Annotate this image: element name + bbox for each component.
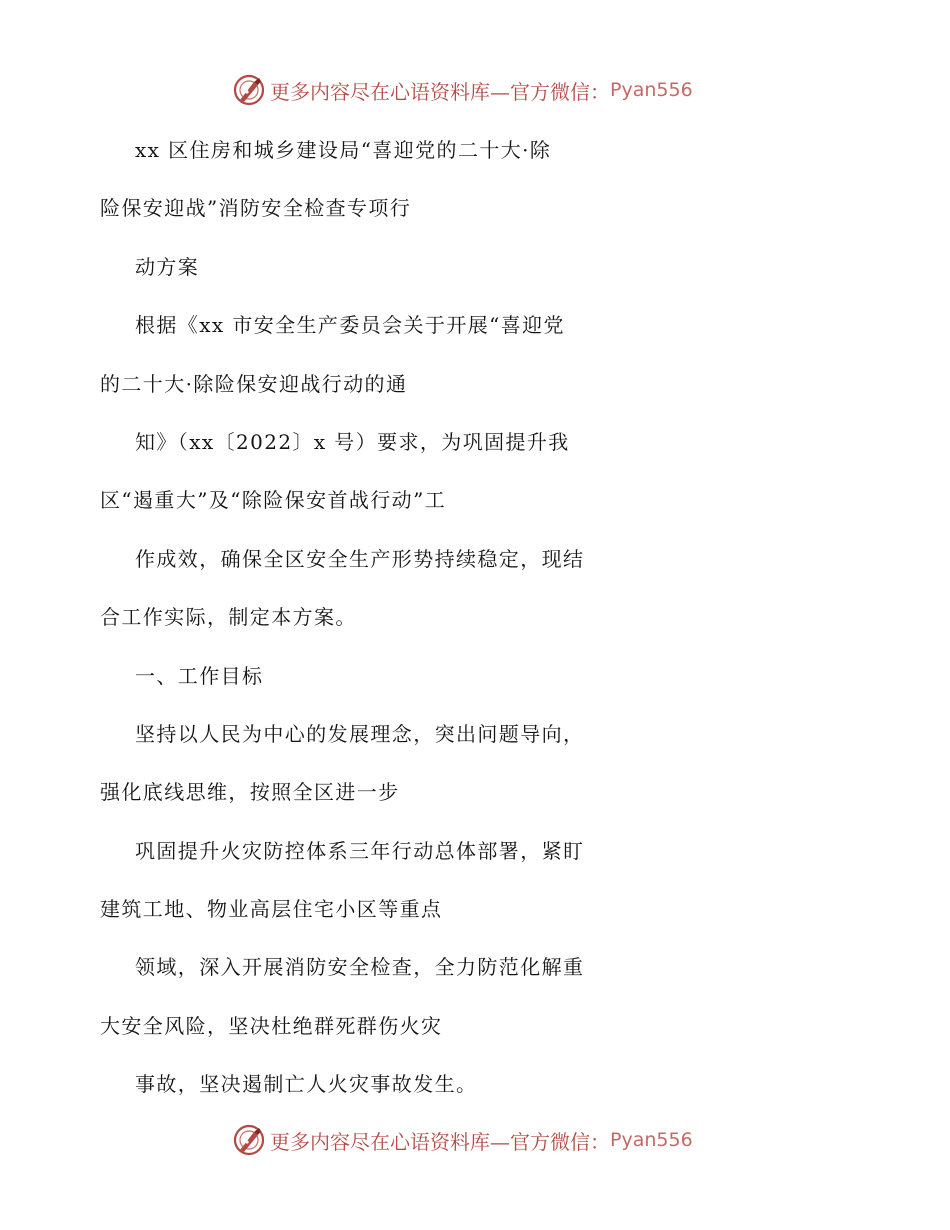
paragraph-line: 建筑工地、物业高层住宅小区等重点 [100,897,443,922]
pen-logo-icon [232,1123,266,1157]
paragraph-line: 巩固提升火灾防控体系三年行动总体部署，紧盯 [135,838,585,863]
watermark-header [232,72,693,108]
watermark-text: 更多内容尽在心语资料库—官方微信： [270,79,610,104]
title-line-2: 险保安迎战”消防安全检查专项行 [100,196,412,221]
paragraph-line: 合工作实际，制定本方案。 [100,605,357,630]
paragraph-line: 强化底线思维，按照全区进一步 [100,780,400,805]
paragraph-line: 大安全风险，坚决杜绝群死群伤火灾 [100,1013,443,1038]
title-line-3: 动方案 [135,254,200,279]
watermark-footer [232,1122,693,1158]
paragraph-line: 领域，深入开展消防安全检查，全力防范化解重 [135,955,585,980]
paragraph-line: 事故，坚决遏制亡人火灾事故发生。 [135,1072,478,1097]
pen-logo-icon [232,73,266,107]
paragraph-line: 根据《xx 市安全生产委员会关于开展“喜迎党 [135,313,565,338]
paragraph-line: 区“遏重大”及“除险保安首战行动”工 [100,488,447,513]
watermark-wechat-id: Pyan556 [610,1129,693,1151]
paragraph-line: 坚持以人民为中心的发展理念，突出问题导向， [135,721,585,746]
paragraph-line: 的二十大·除险保安迎战行动的通 [100,371,408,396]
paragraph-line: 作成效，确保全区安全生产形势持续稳定，现结 [135,546,585,571]
watermark-text: 更多内容尽在心语资料库—官方微信： [270,1129,610,1154]
title-line-1: xx 区住房和城乡建设局“喜迎党的二十大·除 [135,138,552,162]
document-body [0,121,950,1114]
watermark-wechat-id: Pyan556 [610,79,693,101]
paragraph-line: 知》（xx〔2022〕x 号）要求，为巩固提升我 [135,429,570,454]
section-heading: 一、工作目标 [135,663,264,688]
